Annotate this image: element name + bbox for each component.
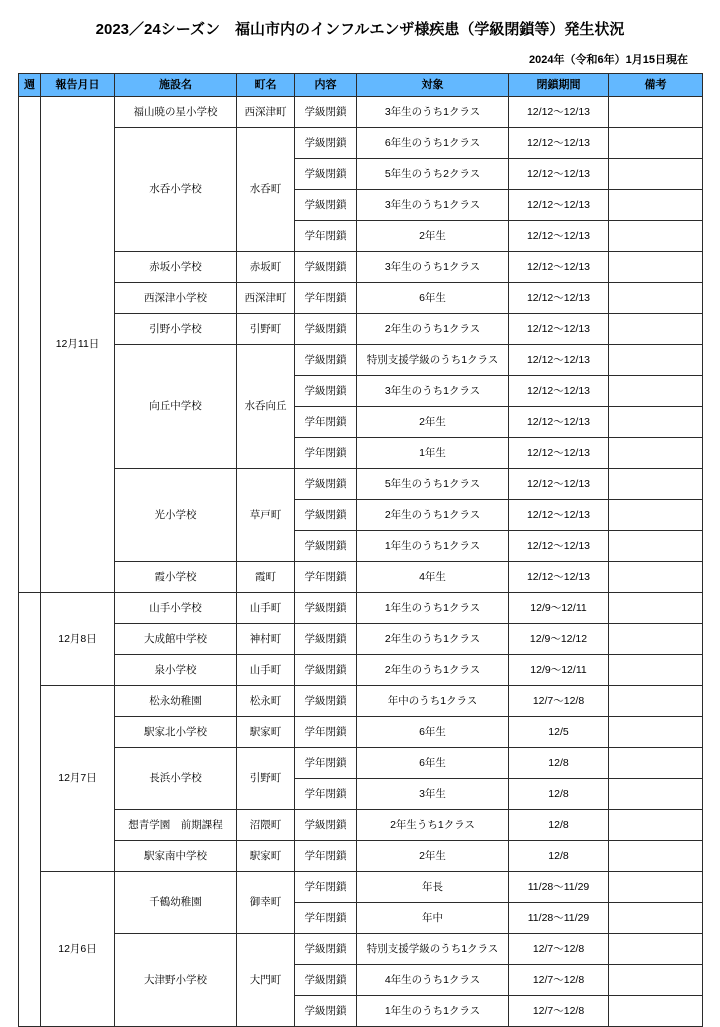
facility-cell: 西深津小学校 bbox=[115, 283, 237, 314]
closure-period-cell: 12/12〜12/13 bbox=[509, 531, 609, 562]
closure-type-cell: 学年閉鎖 bbox=[295, 283, 357, 314]
closure-period-cell: 12/12〜12/13 bbox=[509, 562, 609, 593]
facility-cell: 駅家北小学校 bbox=[115, 717, 237, 748]
target-cell: 2年生うち1クラス bbox=[357, 810, 509, 841]
note-cell bbox=[609, 934, 703, 965]
table-row bbox=[19, 686, 703, 717]
target-cell: 4年生のうち1クラス bbox=[357, 965, 509, 996]
town-cell: 水呑町 bbox=[237, 128, 295, 252]
target-cell: 年長 bbox=[357, 872, 509, 903]
note-cell bbox=[609, 283, 703, 314]
town-cell: 草戸町 bbox=[237, 469, 295, 562]
target-cell: 2年生のうち1クラス bbox=[357, 314, 509, 345]
closure-type-cell: 学年閉鎖 bbox=[295, 717, 357, 748]
note-cell bbox=[609, 190, 703, 221]
town-cell: 西深津町 bbox=[237, 97, 295, 128]
column-header-date: 報告月日 bbox=[41, 74, 115, 97]
note-cell bbox=[609, 686, 703, 717]
report-date-cell: 12月11日 bbox=[41, 97, 115, 593]
closure-type-cell: 学級閉鎖 bbox=[295, 97, 357, 128]
table-row bbox=[19, 748, 703, 779]
closure-type-cell: 学級閉鎖 bbox=[295, 593, 357, 624]
closure-period-cell: 12/12〜12/13 bbox=[509, 407, 609, 438]
target-cell: 年中のうち1クラス bbox=[357, 686, 509, 717]
facility-cell: 赤坂小学校 bbox=[115, 252, 237, 283]
closure-type-cell: 学級閉鎖 bbox=[295, 500, 357, 531]
column-header-town: 町名 bbox=[237, 74, 295, 97]
facility-cell: 福山暁の星小学校 bbox=[115, 97, 237, 128]
closure-period-cell: 12/5 bbox=[509, 717, 609, 748]
closure-period-cell: 12/12〜12/13 bbox=[509, 438, 609, 469]
column-header-facility: 施設名 bbox=[115, 74, 237, 97]
note-cell bbox=[609, 345, 703, 376]
target-cell: 6年生 bbox=[357, 748, 509, 779]
target-cell: 3年生のうち1クラス bbox=[357, 190, 509, 221]
closure-period-cell: 12/9〜12/12 bbox=[509, 624, 609, 655]
facility-cell: 大成館中学校 bbox=[115, 624, 237, 655]
closure-period-cell: 12/8 bbox=[509, 779, 609, 810]
target-cell: 5年生のうち2クラス bbox=[357, 159, 509, 190]
target-cell: 6年生のうち1クラス bbox=[357, 128, 509, 159]
target-cell: 2年生のうち1クラス bbox=[357, 655, 509, 686]
facility-cell: 大津野小学校 bbox=[115, 934, 237, 1027]
target-cell: 2年生 bbox=[357, 841, 509, 872]
closure-type-cell: 学級閉鎖 bbox=[295, 159, 357, 190]
target-cell: 3年生のうち1クラス bbox=[357, 97, 509, 128]
column-header-target: 対象 bbox=[357, 74, 509, 97]
note-cell bbox=[609, 717, 703, 748]
closure-type-cell: 学級閉鎖 bbox=[295, 345, 357, 376]
table-row bbox=[19, 934, 703, 965]
target-cell: 3年生 bbox=[357, 779, 509, 810]
closure-type-cell: 学年閉鎖 bbox=[295, 562, 357, 593]
town-cell: 神村町 bbox=[237, 624, 295, 655]
target-cell: 1年生のうち1クラス bbox=[357, 996, 509, 1027]
closure-type-cell: 学級閉鎖 bbox=[295, 314, 357, 345]
report-date-cell: 12月6日 bbox=[41, 872, 115, 1027]
closure-period-cell: 11/28〜11/29 bbox=[509, 872, 609, 903]
page-title: 2023／24シーズン 福山市内のインフルエンザ様疾患（学級閉鎖等）発生状況 bbox=[95, 21, 625, 38]
note-cell bbox=[609, 841, 703, 872]
report-date-cell: 12月8日 bbox=[41, 593, 115, 686]
table-row bbox=[19, 314, 703, 345]
closure-type-cell: 学級閉鎖 bbox=[295, 624, 357, 655]
target-cell: 3年生のうち1クラス bbox=[357, 376, 509, 407]
facility-cell: 千鶴幼稚園 bbox=[115, 872, 237, 934]
as-of-date: 2024年（令和6年）1月15日現在 bbox=[529, 54, 688, 66]
target-cell: 特別支援学級のうち1クラス bbox=[357, 345, 509, 376]
target-cell: 3年生のうち1クラス bbox=[357, 252, 509, 283]
closure-period-cell: 12/12〜12/13 bbox=[509, 128, 609, 159]
town-cell: 御幸町 bbox=[237, 872, 295, 934]
target-cell: 2年生のうち1クラス bbox=[357, 624, 509, 655]
facility-cell: 霞小学校 bbox=[115, 562, 237, 593]
table-row bbox=[19, 717, 703, 748]
closure-type-cell: 学級閉鎖 bbox=[295, 531, 357, 562]
town-cell: 山手町 bbox=[237, 655, 295, 686]
note-cell bbox=[609, 748, 703, 779]
table-row bbox=[19, 283, 703, 314]
closure-period-cell: 12/12〜12/13 bbox=[509, 97, 609, 128]
target-cell: 2年生のうち1クラス bbox=[357, 500, 509, 531]
closure-type-cell: 学級閉鎖 bbox=[295, 655, 357, 686]
closure-type-cell: 学年閉鎖 bbox=[295, 221, 357, 252]
table-row bbox=[19, 562, 703, 593]
closure-period-cell: 12/7〜12/8 bbox=[509, 965, 609, 996]
closure-type-cell: 学級閉鎖 bbox=[295, 686, 357, 717]
town-cell: 沼隈町 bbox=[237, 810, 295, 841]
target-cell: 2年生 bbox=[357, 221, 509, 252]
note-cell bbox=[609, 624, 703, 655]
closure-period-cell: 12/9〜12/11 bbox=[509, 593, 609, 624]
note-cell bbox=[609, 810, 703, 841]
table-row bbox=[19, 469, 703, 500]
facility-cell: 駅家南中学校 bbox=[115, 841, 237, 872]
note-cell bbox=[609, 314, 703, 345]
closure-period-cell: 12/12〜12/13 bbox=[509, 500, 609, 531]
column-header-period: 閉鎖期間 bbox=[509, 74, 609, 97]
note-cell bbox=[609, 407, 703, 438]
column-header-week: 週 bbox=[19, 74, 41, 97]
closure-period-cell: 12/12〜12/13 bbox=[509, 314, 609, 345]
town-cell: 引野町 bbox=[237, 314, 295, 345]
table-row bbox=[19, 841, 703, 872]
target-cell: 4年生 bbox=[357, 562, 509, 593]
note-cell bbox=[609, 903, 703, 934]
facility-cell: 長浜小学校 bbox=[115, 748, 237, 810]
target-cell: 特別支援学級のうち1クラス bbox=[357, 934, 509, 965]
closure-type-cell: 学年閉鎖 bbox=[295, 872, 357, 903]
column-header-type: 内容 bbox=[295, 74, 357, 97]
closure-type-cell: 学級閉鎖 bbox=[295, 469, 357, 500]
target-cell: 1年生のうち1クラス bbox=[357, 531, 509, 562]
note-cell bbox=[609, 438, 703, 469]
note-cell bbox=[609, 965, 703, 996]
closure-type-cell: 学級閉鎖 bbox=[295, 934, 357, 965]
note-cell bbox=[609, 779, 703, 810]
note-cell bbox=[609, 531, 703, 562]
closure-type-cell: 学年閉鎖 bbox=[295, 779, 357, 810]
target-cell: 1年生のうち1クラス bbox=[357, 593, 509, 624]
town-cell: 山手町 bbox=[237, 593, 295, 624]
closure-period-cell: 12/7〜12/8 bbox=[509, 934, 609, 965]
closure-type-cell: 学年閉鎖 bbox=[295, 407, 357, 438]
closure-period-cell: 12/7〜12/8 bbox=[509, 686, 609, 717]
table-row bbox=[19, 97, 703, 128]
closure-type-cell: 学級閉鎖 bbox=[295, 252, 357, 283]
closure-period-cell: 12/8 bbox=[509, 810, 609, 841]
target-cell: 2年生 bbox=[357, 407, 509, 438]
table-row bbox=[19, 655, 703, 686]
town-cell: 引野町 bbox=[237, 748, 295, 810]
town-cell: 大門町 bbox=[237, 934, 295, 1027]
note-cell bbox=[609, 655, 703, 686]
table-row bbox=[19, 128, 703, 159]
town-cell: 駅家町 bbox=[237, 841, 295, 872]
closure-period-cell: 12/12〜12/13 bbox=[509, 221, 609, 252]
facility-cell: 光小学校 bbox=[115, 469, 237, 562]
town-cell: 西深津町 bbox=[237, 283, 295, 314]
note-cell bbox=[609, 500, 703, 531]
target-cell: 6年生 bbox=[357, 283, 509, 314]
closure-period-cell: 11/28〜11/29 bbox=[509, 903, 609, 934]
closure-period-cell: 12/8 bbox=[509, 748, 609, 779]
note-cell bbox=[609, 376, 703, 407]
facility-cell: 山手小学校 bbox=[115, 593, 237, 624]
facility-cell: 松永幼稚園 bbox=[115, 686, 237, 717]
note-cell bbox=[609, 469, 703, 500]
closure-type-cell: 学年閉鎖 bbox=[295, 438, 357, 469]
table-row bbox=[19, 345, 703, 376]
table-row bbox=[19, 624, 703, 655]
closure-period-cell: 12/9〜12/11 bbox=[509, 655, 609, 686]
town-cell: 水呑向丘 bbox=[237, 345, 295, 469]
closure-period-cell: 12/12〜12/13 bbox=[509, 345, 609, 376]
note-cell bbox=[609, 128, 703, 159]
closure-period-cell: 12/12〜12/13 bbox=[509, 159, 609, 190]
target-cell: 1年生 bbox=[357, 438, 509, 469]
closure-period-cell: 12/12〜12/13 bbox=[509, 376, 609, 407]
table-head bbox=[19, 74, 703, 97]
facility-cell: 泉小学校 bbox=[115, 655, 237, 686]
column-header-note: 備考 bbox=[609, 74, 703, 97]
closure-period-cell: 12/7〜12/8 bbox=[509, 996, 609, 1027]
table-header-row bbox=[19, 74, 703, 97]
facility-cell: 想青学園 前期課程 bbox=[115, 810, 237, 841]
closure-type-cell: 学級閉鎖 bbox=[295, 190, 357, 221]
closure-type-cell: 学年閉鎖 bbox=[295, 841, 357, 872]
closure-period-cell: 12/12〜12/13 bbox=[509, 252, 609, 283]
table-row bbox=[19, 810, 703, 841]
table-body bbox=[19, 97, 703, 1027]
table-row bbox=[19, 252, 703, 283]
town-cell: 駅家町 bbox=[237, 717, 295, 748]
closure-type-cell: 学級閉鎖 bbox=[295, 810, 357, 841]
target-cell: 年中 bbox=[357, 903, 509, 934]
town-cell: 霞町 bbox=[237, 562, 295, 593]
closure-type-cell: 学級閉鎖 bbox=[295, 965, 357, 996]
town-cell: 松永町 bbox=[237, 686, 295, 717]
closure-type-cell: 学級閉鎖 bbox=[295, 128, 357, 159]
closure-type-cell: 学年閉鎖 bbox=[295, 903, 357, 934]
facility-cell: 向丘中学校 bbox=[115, 345, 237, 469]
note-cell bbox=[609, 593, 703, 624]
note-cell bbox=[609, 97, 703, 128]
note-cell bbox=[609, 252, 703, 283]
facility-cell: 水呑小学校 bbox=[115, 128, 237, 252]
closure-period-cell: 12/12〜12/13 bbox=[509, 283, 609, 314]
note-cell bbox=[609, 996, 703, 1027]
note-cell bbox=[609, 562, 703, 593]
closure-period-cell: 12/12〜12/13 bbox=[509, 469, 609, 500]
facility-cell: 引野小学校 bbox=[115, 314, 237, 345]
closure-period-cell: 12/12〜12/13 bbox=[509, 190, 609, 221]
week-cell bbox=[19, 593, 41, 1027]
town-cell: 赤坂町 bbox=[237, 252, 295, 283]
table-row bbox=[19, 872, 703, 903]
target-cell: 5年生のうち1クラス bbox=[357, 469, 509, 500]
report-date-cell: 12月7日 bbox=[41, 686, 115, 872]
closure-type-cell: 学級閉鎖 bbox=[295, 376, 357, 407]
target-cell: 6年生 bbox=[357, 717, 509, 748]
note-cell bbox=[609, 221, 703, 252]
closure-type-cell: 学年閉鎖 bbox=[295, 748, 357, 779]
week-cell bbox=[19, 97, 41, 593]
note-cell bbox=[609, 872, 703, 903]
closure-period-cell: 12/8 bbox=[509, 841, 609, 872]
closure-type-cell: 学級閉鎖 bbox=[295, 996, 357, 1027]
note-cell bbox=[609, 159, 703, 190]
table-row bbox=[19, 593, 703, 624]
influenza-closure-table bbox=[18, 73, 703, 1027]
